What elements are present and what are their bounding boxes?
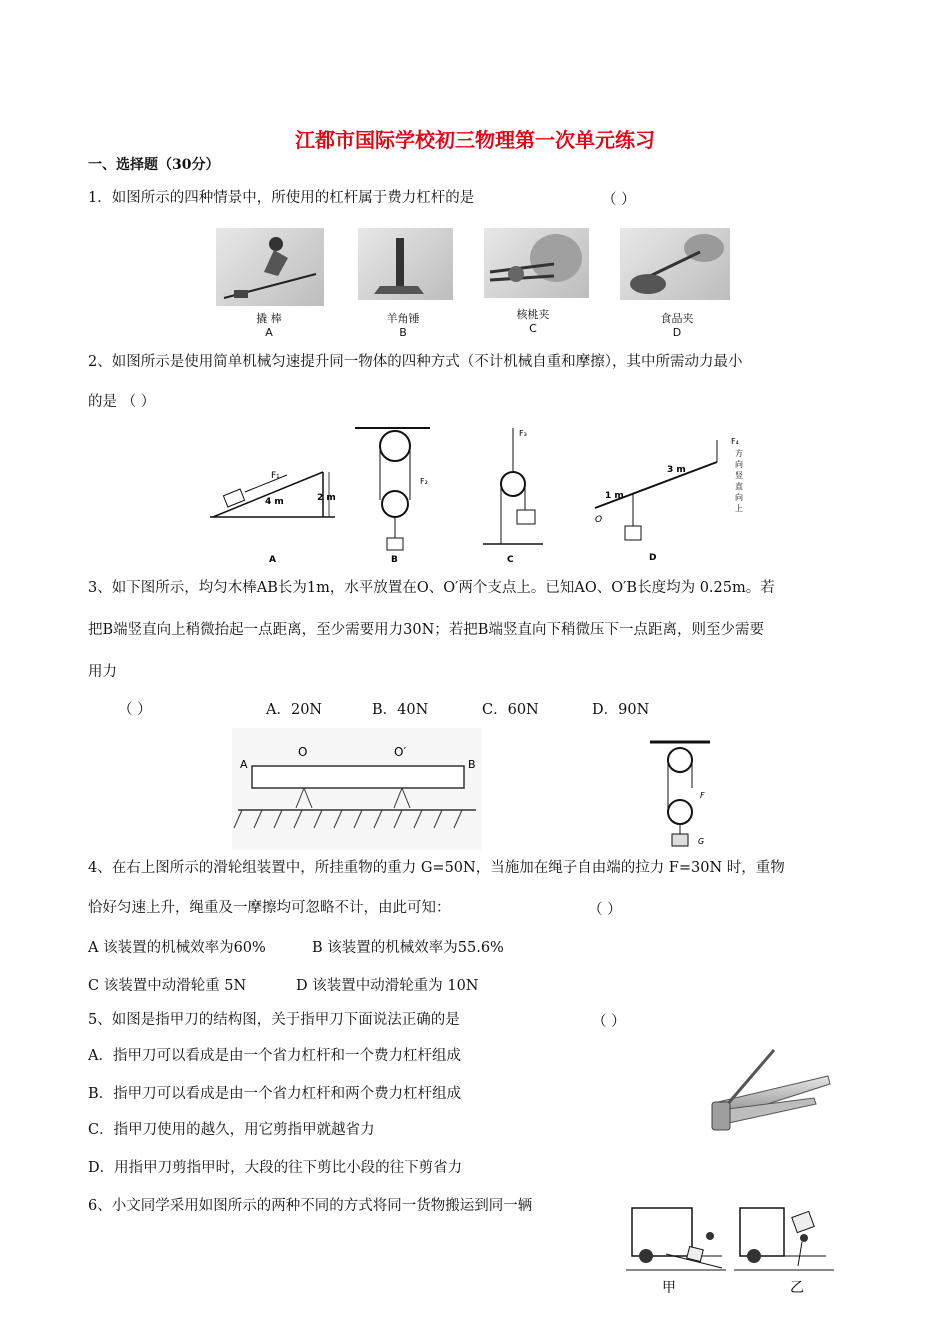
q2-label-b: B — [391, 555, 398, 565]
question-6-text: 6、小文同学采用如图所示的两种不同的方式将同一货物搬运到同一辆 — [88, 1198, 533, 1214]
question-4-line-1: 4、在右上图所示的滑轮组装置中，所挂重物的重力 G=50N，当施加在绳子自由端的拉力 F=30N 时，重物 — [88, 860, 785, 876]
q2-label-len3: 3 m — [667, 465, 686, 475]
q1-image-crowbar — [216, 228, 324, 306]
q3-label-o-prime: O′ — [394, 745, 407, 759]
q2-label-dir-4: 向 — [735, 493, 743, 502]
question-3-line-3: 用力 — [88, 664, 117, 680]
question-3-option-d: D．90N — [592, 702, 650, 718]
q2-label-a: A — [269, 555, 276, 565]
q2-label-d: D — [649, 553, 657, 563]
question-2-line-2: 的是 （ ） — [88, 394, 156, 410]
q1-caption-b-letter: B — [399, 326, 407, 339]
question-4-option-a: A 该装置的机械效率为60% — [88, 940, 266, 956]
q1-caption-a-name: 撬 棒 — [256, 312, 282, 325]
q6-label-yi: 乙 — [790, 1280, 804, 1296]
question-4-line-2: 恰好匀速上升，绳重及一摩擦均可忽略不计，由此可知： — [88, 900, 451, 916]
q2-label-f4: F₄ — [731, 437, 739, 446]
question-4-answer-paren: （ ） — [588, 902, 622, 918]
page-title: 江都市国际学校初三物理第一次单元练习 — [295, 128, 655, 152]
q1-image-claw-hammer — [358, 228, 453, 300]
q1-caption-a-letter: A — [265, 326, 273, 339]
q4-label-f: F — [700, 791, 705, 800]
q2-label-dir-3: 直 — [735, 482, 743, 491]
question-3-line-1: 3、如下图所示，均匀木棒AB长为1m，水平放置在O、O′两个支点上。已知AO、O′B长度均为 0.25m。若 — [88, 580, 775, 596]
q6-label-jia: 甲 — [662, 1280, 676, 1296]
q1-caption-d-letter: D — [672, 326, 682, 339]
q1-caption-d-name: 食品夹 — [660, 312, 694, 325]
q2-label-f3: F₃ — [519, 429, 527, 438]
q2-label-h2: 2 m — [317, 493, 336, 503]
question-5-answer-paren: （ ） — [592, 1014, 626, 1030]
q2-label-c: C — [507, 555, 514, 565]
q2-label-len4: 4 m — [265, 497, 284, 507]
q4-pulley-diagram — [640, 738, 720, 850]
q1-image-food-tongs — [620, 228, 730, 300]
nutcracker-illustration — [484, 228, 589, 298]
question-1-answer-paren: （ ） — [602, 192, 636, 208]
question-5-option-c: C．指甲刀使用的越久，用它剪指甲就越省力 — [88, 1122, 375, 1138]
question-3-option-b: B．40N — [372, 702, 429, 718]
q1-caption-c-name: 核桃夹 — [516, 308, 550, 321]
question-3-option-c: C．60N — [482, 702, 539, 718]
question-4-option-c: C 该装置中动滑轮重 5N — [88, 978, 247, 994]
q1-caption-a — [234, 310, 304, 339]
q3-beam-diagram — [232, 728, 482, 850]
q2-label-f1: F₁ — [271, 471, 280, 481]
q1-image-nutcracker — [484, 228, 589, 298]
question-3-answer-paren: （ ） — [118, 702, 152, 718]
question-1-text: 1．如图所示的四种情景中，所使用的杠杆属于费力杠杆的是 — [88, 190, 475, 206]
q3-label-a: A — [240, 758, 248, 771]
q2-label-dir-5: 上 — [735, 504, 743, 513]
question-4-option-d: D 该装置中动滑轮重为 10N — [296, 978, 479, 994]
question-5-option-a: A．指甲刀可以看成是由一个省力杠杆和一个费力杠杆组成 — [88, 1048, 461, 1064]
q4-label-g: G — [698, 837, 705, 846]
q1-caption-b-name: 羊角锤 — [386, 312, 420, 325]
question-4-option-b: B 该装置的机械效率为55.6% — [312, 940, 504, 956]
question-3-option-a: A．20N — [266, 702, 323, 718]
q2-label-dir-2: 竖 — [735, 471, 743, 480]
crowbar-illustration — [216, 228, 324, 306]
q6-moving-cargo-diagram — [626, 1204, 838, 1304]
question-3-line-2: 把B端竖直向上稍微抬起一点距离，至少需要用力30N；若把B端竖直向下稍微压下一点距离，则至少需要 — [88, 622, 764, 638]
q3-label-o: O — [298, 745, 308, 759]
food-tongs-illustration — [620, 228, 730, 300]
question-5-option-b: B．指甲刀可以看成是由一个省力杠杆和两个费力杠杆组成 — [88, 1086, 462, 1102]
section-heading: 一、选择题（30分） — [88, 157, 220, 173]
q2-label-f2: F₂ — [420, 477, 428, 486]
q2-label-dir-0: 方 — [735, 449, 743, 458]
q1-caption-c — [498, 306, 568, 335]
q2-label-o: O — [595, 515, 603, 525]
q2-diagram — [205, 422, 765, 567]
q3-label-b: B — [468, 758, 476, 771]
question-2-line-1: 2、如图所示是使用简单机械匀速提升同一物体的四种方式（不计机械自重和摩擦），其中所需动力最小 — [88, 354, 743, 370]
q2-label-len1: 1 m — [605, 491, 624, 501]
q1-caption-b — [368, 310, 438, 339]
question-5-text: 5、如图是指甲刀的结构图，关于指甲刀下面说法正确的是 — [88, 1012, 460, 1028]
q2-label-dir-1: 向 — [735, 460, 743, 469]
q5-nail-clipper-image — [704, 1046, 832, 1138]
q1-caption-c-letter: C — [529, 322, 537, 335]
claw-hammer-illustration — [358, 228, 453, 300]
question-5-option-d: D．用指甲刀剪指甲时，大段的往下剪比小段的往下剪省力 — [88, 1160, 463, 1176]
q1-caption-d — [642, 310, 712, 339]
